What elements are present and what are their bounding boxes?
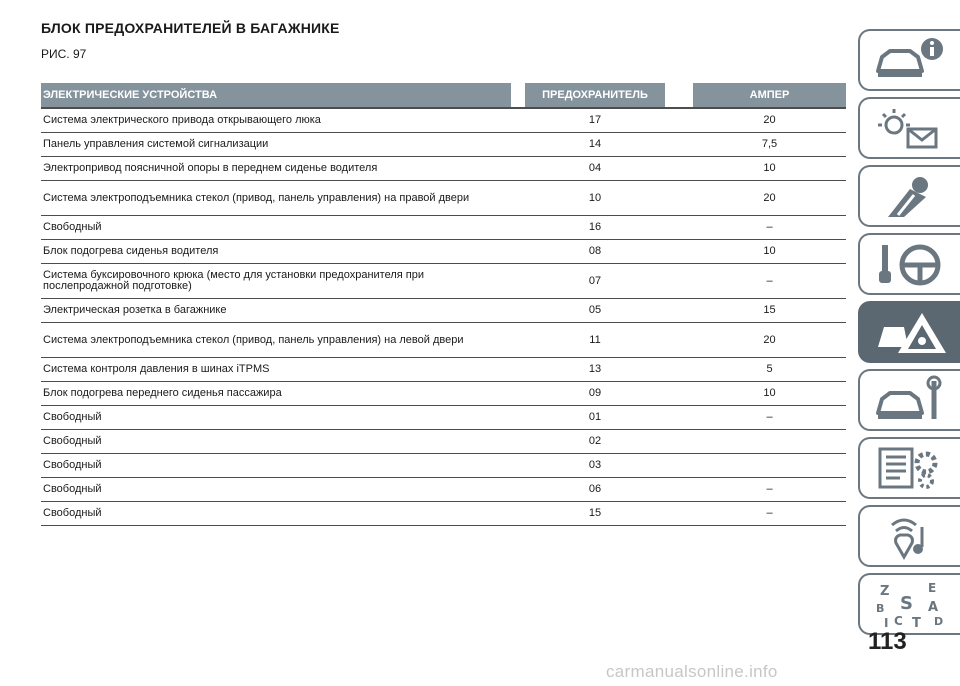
table-row xyxy=(41,299,846,323)
cell-ampere: 5 xyxy=(693,358,846,382)
column-header-ampere: АМПЕР xyxy=(693,83,846,108)
cell-device: Блок подогрева переднего сиденья пассажира xyxy=(41,382,511,406)
page-title: БЛОК ПРЕДОХРАНИТЕЛЕЙ В БАГАЖНИКЕ xyxy=(41,20,340,36)
cell-device: Система электрического привода открывающего люка xyxy=(41,108,511,133)
figure-reference: РИС. 97 xyxy=(41,47,87,61)
warning-lights-icon xyxy=(870,103,950,153)
cell-ampere: 7,5 xyxy=(693,133,846,157)
technical-data-icon xyxy=(870,443,950,493)
safety-airbag-icon xyxy=(870,171,950,221)
cell-ampere: 10 xyxy=(693,157,846,181)
table-row xyxy=(41,157,846,181)
tab-index[interactable] xyxy=(858,573,960,635)
cell-fuse: 14 xyxy=(525,133,665,157)
cell-ampere xyxy=(693,454,846,478)
table-header-row xyxy=(41,83,846,108)
cell-fuse: 08 xyxy=(525,240,665,264)
cell-fuse: 15 xyxy=(525,502,665,526)
table-row xyxy=(41,216,846,240)
tab-warning-lights[interactable] xyxy=(858,97,960,159)
table-row xyxy=(41,358,846,382)
car-info-icon xyxy=(870,35,950,85)
cell-device: Система электроподъемника стекол (привод, панель управления) на левой двери xyxy=(41,323,511,358)
cell-ampere: 10 xyxy=(693,240,846,264)
cell-fuse: 04 xyxy=(525,157,665,181)
cell-ampere: 15 xyxy=(693,299,846,323)
watermark: carmanualsonline.info xyxy=(606,662,778,681)
cell-device: Электропривод поясничной опоры в переднем сиденье водителя xyxy=(41,157,511,181)
cell-device: Панель управления системой сигнализации xyxy=(41,133,511,157)
cell-ampere: 20 xyxy=(693,108,846,133)
cell-ampere: 20 xyxy=(693,323,846,358)
table-row xyxy=(41,108,846,133)
cell-fuse: 05 xyxy=(525,299,665,323)
index-letter: A xyxy=(928,600,939,615)
cell-ampere: – xyxy=(693,502,846,526)
tab-safety[interactable] xyxy=(858,165,960,227)
table-row xyxy=(41,454,846,478)
table-row xyxy=(41,430,846,454)
index-letter: S xyxy=(900,593,913,614)
cell-fuse: 17 xyxy=(525,108,665,133)
table-row xyxy=(41,382,846,406)
cell-device: Свободный xyxy=(41,406,511,430)
index-letter: B xyxy=(876,602,885,615)
tab-multimedia[interactable] xyxy=(858,505,960,567)
table-row xyxy=(41,323,846,358)
column-separator xyxy=(665,83,693,108)
cell-fuse: 10 xyxy=(525,181,665,216)
page-number: 113 xyxy=(868,628,907,655)
cell-ampere: 10 xyxy=(693,382,846,406)
cell-device: Блок подогрева сиденья водителя xyxy=(41,240,511,264)
cell-ampere: – xyxy=(693,216,846,240)
index-letter: I xyxy=(884,616,889,629)
cell-device: Электрическая розетка в багажнике xyxy=(41,299,511,323)
chapter-tabs xyxy=(858,29,960,641)
cell-fuse: 06 xyxy=(525,478,665,502)
steering-key-icon xyxy=(870,239,950,289)
cell-device: Свободный xyxy=(41,430,511,454)
column-header-devices: ЭЛЕКТРИЧЕСКИЕ УСТРОЙСТВА xyxy=(41,83,511,108)
tab-car-info[interactable] xyxy=(858,29,960,91)
table-row xyxy=(41,133,846,157)
cell-ampere xyxy=(693,430,846,454)
column-separator xyxy=(511,83,525,108)
cell-fuse: 01 xyxy=(525,406,665,430)
car-maintenance-icon xyxy=(870,375,950,425)
tab-starting-driving[interactable] xyxy=(858,233,960,295)
cell-fuse: 16 xyxy=(525,216,665,240)
cell-ampere: 20 xyxy=(693,181,846,216)
cell-ampere: – xyxy=(693,264,846,299)
table-row xyxy=(41,240,846,264)
cell-fuse: 11 xyxy=(525,323,665,358)
table-row xyxy=(41,502,846,526)
table-row xyxy=(41,264,846,299)
cell-device: Система контроля давления в шинах iTPMS xyxy=(41,358,511,382)
cell-device: Система буксировочного крюка (место для установки предохранителя при послепродажной подготовке) xyxy=(41,264,511,299)
cell-fuse: 13 xyxy=(525,358,665,382)
cell-device: Свободный xyxy=(41,216,511,240)
cell-device: Свободный xyxy=(41,454,511,478)
cell-fuse: 03 xyxy=(525,454,665,478)
emergency-triangle-icon xyxy=(870,307,950,357)
index-letter: E xyxy=(928,581,937,595)
cell-ampere: – xyxy=(693,478,846,502)
cell-fuse: 02 xyxy=(525,430,665,454)
index-letter: Z xyxy=(880,584,890,599)
cell-fuse: 09 xyxy=(525,382,665,406)
table-row xyxy=(41,181,846,216)
tab-technical-data[interactable] xyxy=(858,437,960,499)
tab-maintenance[interactable] xyxy=(858,369,960,431)
table-row xyxy=(41,406,846,430)
index-letter: C xyxy=(894,614,903,628)
multimedia-icon xyxy=(870,511,950,561)
cell-device: Свободный xyxy=(41,502,511,526)
tab-emergency[interactable] xyxy=(858,301,960,363)
index-letter: D xyxy=(934,615,944,628)
cell-device: Система электроподъемника стекол (привод, панель управления) на правой двери xyxy=(41,181,511,216)
cell-fuse: 07 xyxy=(525,264,665,299)
cell-device: Свободный xyxy=(41,478,511,502)
alphabetical-index-icon xyxy=(870,579,950,629)
column-header-fuse: ПРЕДОХРАНИТЕЛЬ xyxy=(525,83,665,108)
table-row xyxy=(41,478,846,502)
fuse-table xyxy=(41,83,846,526)
cell-ampere: – xyxy=(693,406,846,430)
index-letter: T xyxy=(912,616,921,629)
